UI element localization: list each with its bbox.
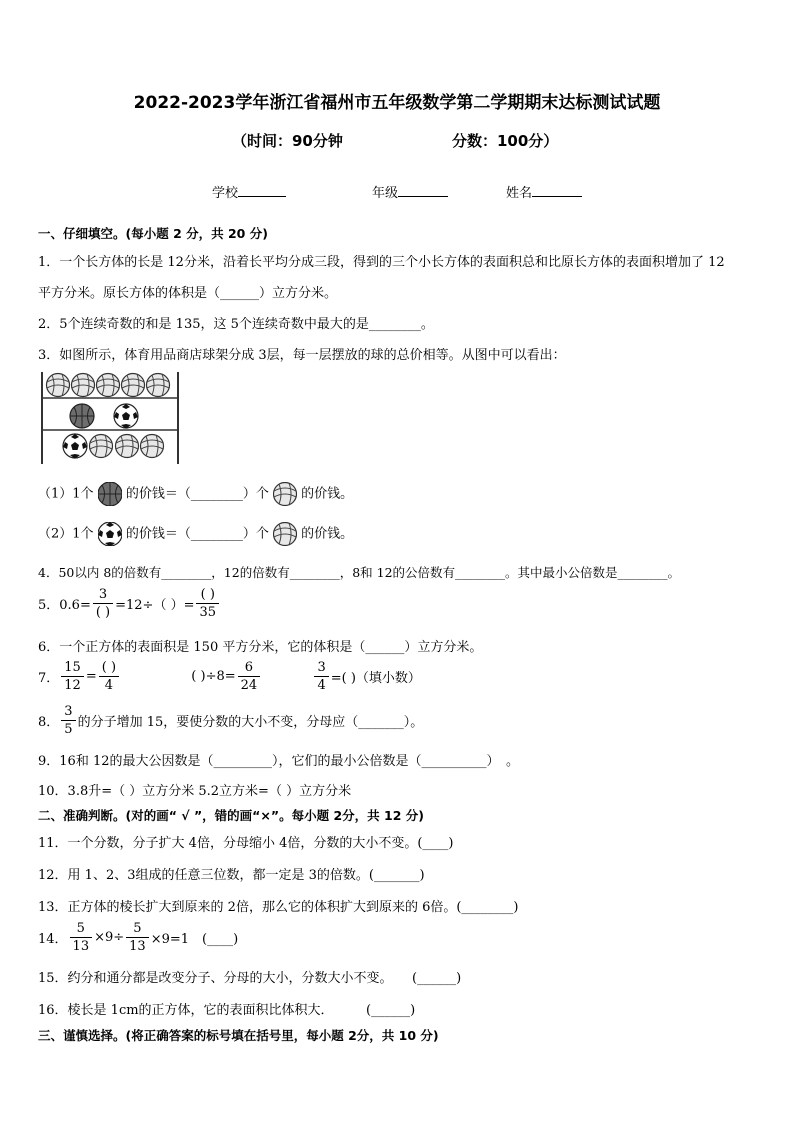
fraction: $\frac{3}{4}$ — [314, 659, 328, 694]
question-6: 6．一个正方体的表面积是 150 平方分米，它的体积是（______）立方分米。 — [38, 640, 483, 655]
question-4: 4．50以内 8的倍数有________，12的倍数有________，8和 12的公倍数有________。其中最小公倍数是________。 — [38, 565, 681, 580]
question-1-line-2: 平方分米。原长方体的体积是（______）立方分米。 — [38, 286, 338, 301]
section-3-heading: 三、谨慎选择。(将正确答案的标号填在括号里，每小题 2分，共 10 分) — [38, 1028, 439, 1043]
volleyball-icon — [116, 435, 139, 458]
volleyball-icon — [47, 374, 70, 397]
volleyball-icon — [90, 435, 113, 458]
question-3-part-2: （2）1个 的价钱＝（________）个 的价钱。 — [38, 522, 353, 546]
fraction: $\frac{( )}{35}$ — [196, 586, 219, 621]
basketball-icon — [70, 404, 94, 428]
volleyball-icon — [147, 374, 170, 397]
score-label: 分数：100分） — [452, 132, 559, 150]
volleyball-icon — [273, 482, 297, 506]
question-8: 8． $\frac{3}{5}$ 的分子增加 15，要使分数的大小不变，分母应（_______）。 — [38, 704, 424, 737]
question-11: 11．一个分数，分子扩大 4倍，分母缩小 4倍，分数的大小不变。(____) — [38, 836, 454, 851]
fraction: $\frac{15}{12}$ — [61, 659, 84, 694]
question-2: 2．5个连续奇数的和是 135，这 5个连续奇数中最大的是________。 — [38, 317, 434, 332]
section-1-heading: 一、仔细填空。(每小题 2 分，共 20 分) — [38, 226, 268, 241]
soccer-ball-icon — [98, 522, 122, 546]
ball-rack-figure — [38, 370, 182, 466]
volleyball-icon — [141, 435, 164, 458]
question-13: 13．正方体的棱长扩大到原来的 2倍，那么它的体积扩大到原来的 6倍。(________) — [38, 900, 519, 915]
school-field: 学校 — [212, 182, 286, 201]
fraction: $\frac{3}{5}$ — [61, 703, 75, 738]
grade-field: 年级 — [372, 182, 448, 201]
soccer-ball-icon — [114, 404, 138, 428]
fraction: $\frac{( )}{4}$ — [99, 659, 119, 694]
volleyball-icon — [122, 374, 145, 397]
name-field: 姓名 — [506, 182, 582, 201]
volleyball-icon — [273, 522, 297, 546]
question-3-part-1: （1）1个 的价钱＝（________）个 的价钱。 — [38, 482, 353, 506]
volleyball-icon — [72, 374, 95, 397]
question-7: 7． $\frac{15}{12}$ = $\frac{( )}{4}$ ( )÷8= $\frac{6}{24}$ $\frac{3}{4}$ =( )（填小数） — [38, 660, 421, 693]
basketball-icon — [98, 482, 122, 506]
time-label: （时间：90分钟 — [232, 132, 343, 150]
volleyball-icon — [97, 374, 120, 397]
fraction: $\frac{6}{24}$ — [238, 659, 261, 694]
fraction: $\frac{5}{13}$ — [70, 920, 93, 955]
question-12: 12．用 1、2、3组成的任意三位数，都一定是 3的倍数。(_______) — [38, 868, 425, 883]
fraction: $\frac{3}{( )}$ — [93, 586, 113, 621]
fraction: $\frac{5}{13}$ — [126, 920, 149, 955]
question-5: 5．0.6= $\frac{3}{( )}$ =12÷（ ）= $\frac{( )}{35}$ — [38, 586, 221, 621]
page-title: 2022-2023学年浙江省福州市五年级数学第二学期期末达标测试试题 — [133, 93, 661, 113]
section-2-heading: 二、准确判断。(对的画“ √ ”，错的画“×”。每小题 2分，共 12 分) — [38, 808, 424, 823]
question-9: 9．16和 12的最大公因数是（_________），它们的最小公倍数是（__________） 。 — [38, 754, 519, 769]
question-14: 14． $\frac{5}{13}$ ×9÷ $\frac{5}{13}$ ×9=1 (____) — [38, 921, 239, 954]
question-10: 10．3.8升=（ ）立方分米 5.2立方米=（ ）立方分米 — [38, 784, 352, 799]
soccer-ball-icon — [63, 434, 87, 458]
question-16: 16．棱长是 1cm的正方体，它的表面积比体积大． (______) — [38, 1003, 416, 1018]
question-3: 3．如图所示，体育用品商店球架分成 3层，每一层摆放的球的总价相等。从图中可以看出： — [38, 348, 566, 363]
question-15: 15．约分和通分都是改变分子、分母的大小，分数大小不变。 (______) — [38, 971, 462, 986]
question-1-line-1: 1．一个长方体的长是 12分米，沿着长平均分成三段，得到的三个小长方体的表面积总和比原长方体的表面积增加了 12 — [38, 255, 725, 270]
